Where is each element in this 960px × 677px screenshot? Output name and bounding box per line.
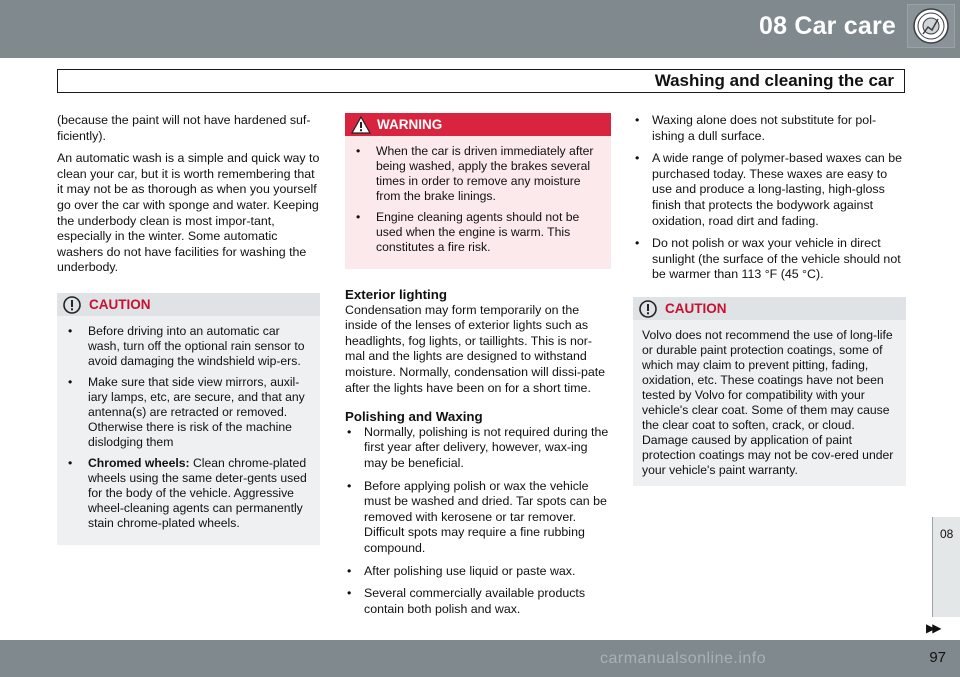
caution-title: CAUTION [89, 296, 151, 312]
volvo-logo-icon [907, 4, 955, 48]
list-item: • Waxing alone does not substitute for pol-ishing a dull surface. [635, 113, 877, 143]
chapter-title: 08 Car care [758, 12, 896, 40]
section-bar [57, 69, 905, 93]
caution-header [57, 293, 320, 316]
warning-title: WARNING [377, 117, 443, 132]
caution-exclamation-icon [639, 300, 657, 323]
caution-title: CAUTION [665, 300, 727, 316]
paragraph: An automatic wash is a simple and quick way to clean your car, but it is worth remembering that it may not be as thorough as when you yourself go over the car with sponge and water. Keeping the underbody clean is most impor-tant, especially in the winter. Some automatic washers do not have facilities for washing the underbody. [57, 151, 320, 275]
warning-triangle-icon [351, 116, 371, 139]
list-item: • Chromed wheels: Clean chrome-plated wheels using the same deter-gents used for the body of the vehicle. Aggressive wheel-cleaning agents can permanently stain chrome-plated wheels. [68, 455, 307, 530]
column-2 [345, 113, 611, 624]
list-item: • After polishing use liquid or paste wax. [347, 563, 576, 578]
list-item: • Make sure that side view mirrors, auxil-iary lamps, etc, are secure, and that any antenna(s) are retracted or removed. Otherwise there is risk of the machine dislodging them [68, 374, 305, 449]
list-item: • Normally, polishing is not required during the first year after delivery, however, wax-ing may be beneficial. [347, 424, 609, 470]
warning-header [345, 113, 611, 136]
paragraph: Condensation may form temporarily on the inside of the lenses of exterior lights such as headlights, fog lights, or taillights. This is nor-mal and the lights are designed to withstand moisture. Normally, condensation will dissi-pate after the lights have been on for a short time. [345, 302, 606, 395]
list-item: • A wide range of polymer-based waxes can be purchased today. These waxes are easy to use and produce a long-lasting, high-gloss finish that protects the bodywork against oxidation, road dirt and fading. [635, 151, 903, 228]
list-item: • Do not polish or wax your vehicle in direct sunlight (the surface of the vehicle should not be warmer than 113 °F (45 °C). [635, 236, 901, 282]
caution-box [57, 293, 320, 545]
list-item: • Several commercially available products contain both polish and wax. [347, 586, 586, 616]
column-1 [57, 113, 320, 545]
chapter-side-number: 08 [940, 527, 954, 541]
page-number: 97 [929, 649, 946, 666]
continue-arrows-icon: ▶▶ [926, 621, 939, 635]
caution-exclamation-icon [63, 296, 81, 319]
footer-band [0, 640, 960, 677]
watermark: carmanualsonline.info [600, 650, 767, 667]
caution-box [633, 297, 906, 486]
paragraph: (because the paint will not have hardened suf-ficiently). [57, 113, 311, 143]
caution-text: Volvo does not recommend the use of long-life or durable paint protection coatings, some of which may claim to prevent pitting, fading, oxidation, etc. These coatings have not been tested by Volvo for compatibility with your vehicle's clear coat. Some of them may cause the clear coat to soften, crack, or cloud. Damage caused by application of paint protection coatings may not be cov-ered under your vehicle's paint warranty. [642, 327, 894, 477]
heading-exterior-lighting: Exterior lighting [345, 287, 447, 302]
section-title: Washing and cleaning the car [654, 71, 894, 90]
list-item: • Before applying polish or wax the vehicle must be washed and dried. Tar spots can be removed with kerosene or tar remover. Difficult spots may require a fine rubbing compound. [347, 478, 607, 555]
warning-box [345, 113, 611, 269]
list-item: • When the car is driven immediately after being washed, apply the brakes several times in order to remove any moisture from the brake linings. [356, 144, 594, 203]
caution-header [633, 297, 906, 320]
list-item: • Before driving into an automatic car wash, turn off the optional rain sensor to avoid damaging the windshield wip-ers. [68, 323, 305, 368]
list-item: • Engine cleaning agents should not be used when the engine is warm. This constitutes a fire risk. [356, 210, 580, 254]
heading-polishing-waxing: Polishing and Waxing [345, 409, 483, 425]
column-3 [633, 113, 906, 486]
